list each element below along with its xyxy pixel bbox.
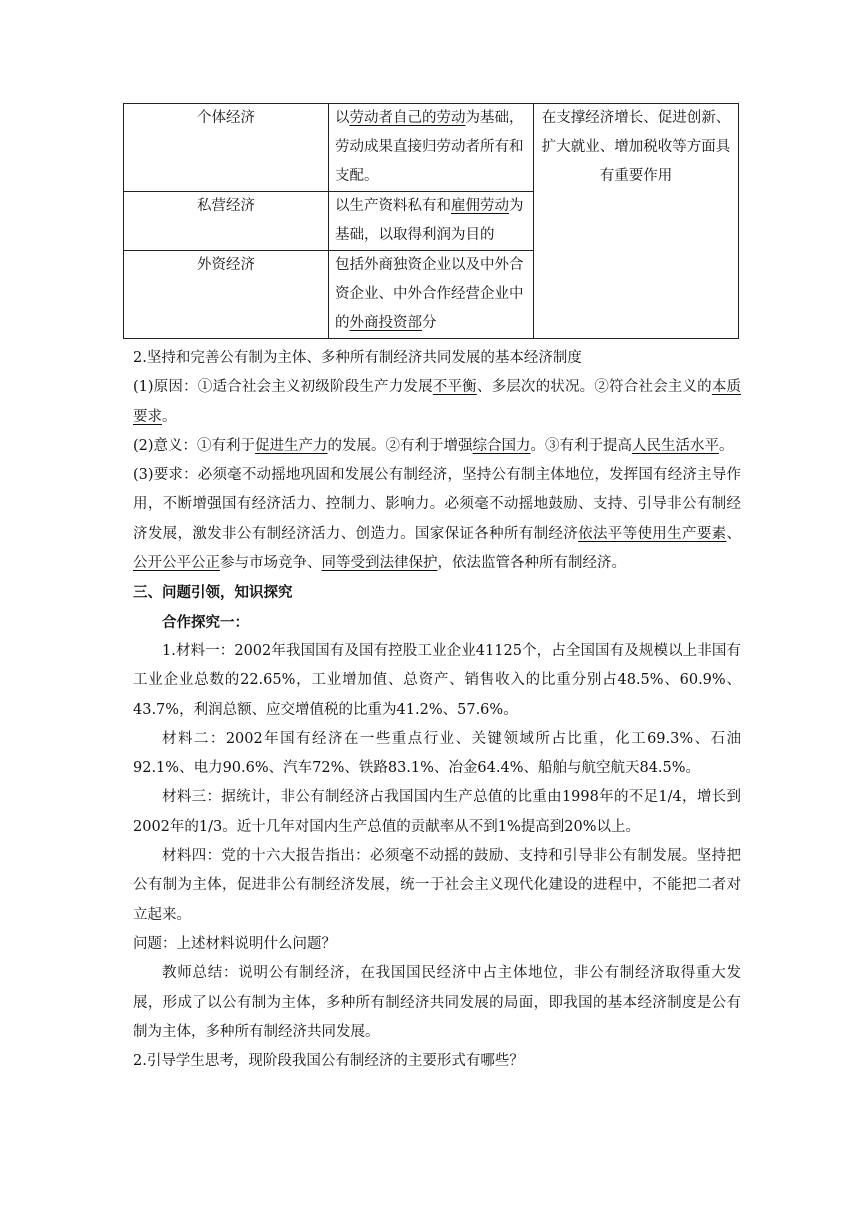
underlined-term: 外商投资部: [349, 315, 422, 331]
type-definition: 以生产资料私有和雇佣劳动为基础，以取得利润为目的: [329, 192, 534, 251]
section-heading: 2.坚持和完善公有制为主体、多种所有制经济共同发展的基本经济制度: [133, 350, 582, 366]
type-name: 个体经济: [124, 104, 329, 192]
material-paragraph: 1.材料一：2002年我国国有及国有控股工业企业41125个，占全国国有及规模以上非国有工业企业总数的22.65%，工业增加值、总资产、销售收入的比重分别占48.5%、60.9%、43.7%，利润总额、应交增值税的比重为41.2%、57.6%。: [133, 642, 741, 718]
underlined-term: 劳动者自己的劳动: [349, 110, 466, 126]
type-name: 私营经济: [124, 192, 329, 251]
requirement-paragraph: (3)要求：必须毫不动摇地巩固和发展公有制经济，坚持公有制主体地位，发挥国有经济主导作用，不断增强国有经济活力、控制力、影响力。必须毫不动摇地鼓励、支持、引导非公有制经济发展，激发非公有制经济活力、创造力。国家保证各种所有制经济依法平等使用生产要素、公开公平公正参与市场竞争、同等受到法律保护，依法监管各种所有制经济。: [133, 467, 741, 572]
economy-types-table: [123, 103, 739, 339]
sub-heading: 合作探究一：: [162, 613, 249, 631]
material-paragraph: 材料二：2002年国有经济在一些重点行业、关键领域所占比重，化工69.3%、石油92.1%、电力90.6%、汽车72%、铁路83.1%、冶金64.4%、船舶与航空航天84.5%。: [133, 730, 741, 777]
section-heading: 三、问题引领，知识探究: [133, 584, 293, 602]
underlined-term: 雇佣劳动: [451, 198, 509, 214]
type-name: 外资经济: [124, 251, 329, 339]
document-body: [133, 344, 741, 1076]
type-definition: 以劳动者自己的劳动为基础，劳动成果直接归劳动者所有和支配。: [329, 104, 534, 192]
material-paragraph: 材料三：据统计，非公有制经济占我国国内生产总值的比重由1998年的不足1/4，增长到2002年的1/3。近十几年对国内生产总值的贡献率从不到1%提高到20%以上。: [133, 789, 741, 835]
summary-paragraph: 教师总结：说明公有制经济，在我国国民经济中占主体地位，非公有制经济取得重大发展，形成了以公有制为主体，多种所有制经济共同发展的局面，即我国的基本经济制度是公有制为主体，多种所有制经济共同发展。: [133, 965, 741, 1040]
question-text: 2.引导学生思考，现阶段我国公有制经济的主要形式有哪些？: [133, 1053, 524, 1070]
table-row: [124, 104, 739, 192]
reason-paragraph: (1)原因：①适合社会主义初级阶段生产力发展不平衡、多层次的状况。②符合社会主义的本质要求。: [133, 379, 741, 425]
material-paragraph: 材料四：党的十六大报告指出：必须毫不动摇的鼓励、支持和引导非公有制发展。坚持把公有制为主体，促进非公有制经济发展，统一于社会主义现代化建设的进程中，不能把二者对立起来。: [133, 848, 741, 923]
effect-cell: 在支撑经济增长、促进创新、扩大就业、增加税收等方面具有重要作用: [534, 104, 739, 339]
question-text: 问题：上述材料说明什么问题？: [133, 935, 336, 952]
meaning-paragraph: (2)意义：①有利于促进生产力的发展。②有利于增强综合国力。③有利于提高人民生活水平。: [133, 437, 734, 454]
type-definition: 包括外商独资企业以及中外合资企业、中外合作经营企业中的外商投资部分: [329, 251, 534, 339]
